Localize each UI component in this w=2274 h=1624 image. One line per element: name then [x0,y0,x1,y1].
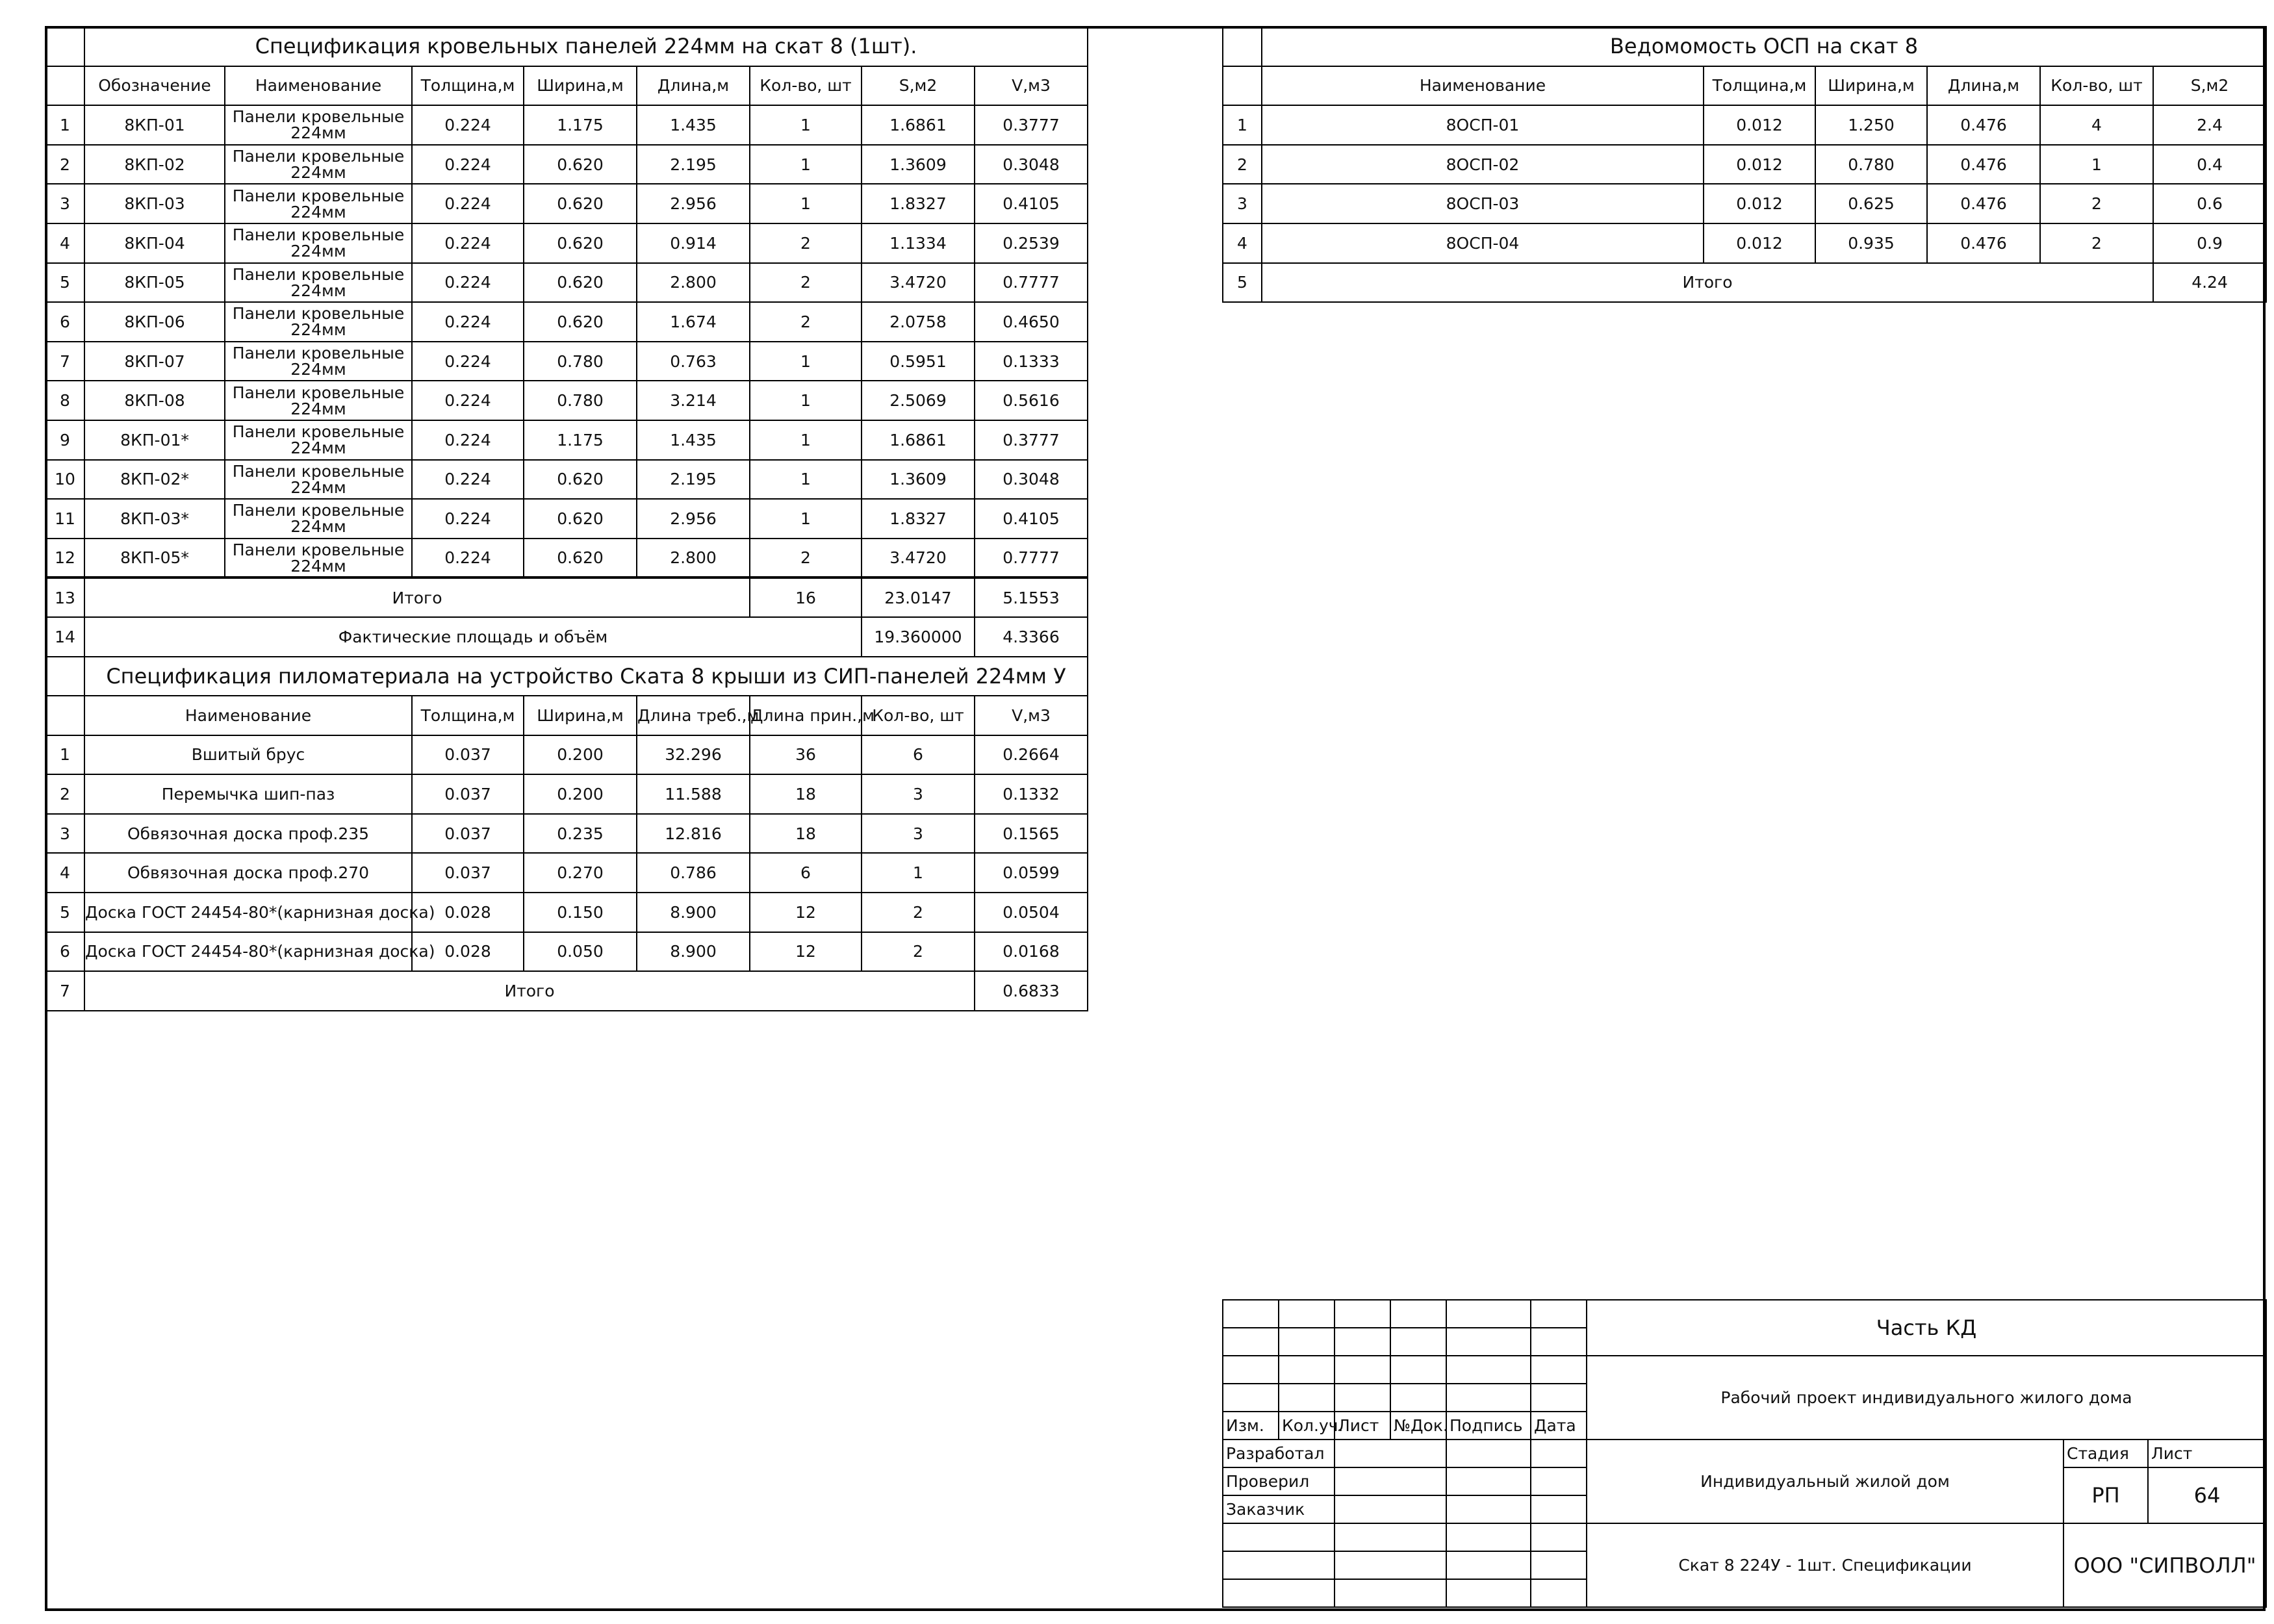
table-cell: 1 [862,853,975,893]
table-row [45,105,1088,145]
table-cell: 1 [750,499,862,539]
table-cell: 0.914 [637,223,750,263]
osb-table [1222,26,2267,303]
table-cell: 2 [1223,145,1262,184]
table-row [45,932,1088,972]
table-cell: 0.780 [524,342,637,381]
col-header: Ширина,м [524,66,637,106]
table-cell: 3.4720 [862,263,975,303]
table-cell: 1 [45,105,84,145]
table-cell: 0.200 [524,735,637,775]
table-cell: 2 [45,145,84,184]
sheet-label: Лист [2148,1440,2266,1467]
panels-header-row [45,66,1088,106]
table-cell: Панели кровельные 224мм [225,342,412,381]
table-cell: 6 [45,302,84,342]
table-cell: Панели кровельные 224мм [225,263,412,303]
table-cell: Вшитый брус [84,735,412,775]
table-cell: 12.816 [637,814,750,854]
table-cell: Обвязочная доска проф.235 [84,814,412,854]
table-cell: Доска ГОСТ 24454-80*(карнизная доска) [84,893,412,932]
table-cell: 8КП-03* [84,499,225,539]
table-cell: 2 [862,932,975,972]
table-cell: 8.900 [637,893,750,932]
table-row [45,263,1088,303]
table-cell: 6 [45,932,84,972]
table-cell: Панели кровельные 224мм [225,420,412,460]
table-cell: 2 [862,893,975,932]
panels-title: Спецификация кровельных панелей 224мм на скат 8 (1шт). [84,27,1088,66]
table-cell: 12 [750,893,862,932]
table-row [45,774,1088,814]
table-cell: 0.1565 [975,814,1088,854]
table-cell: 1 [750,184,862,223]
table-cell: 0.935 [1815,223,1927,263]
table-cell: Панели кровельные 224мм [225,460,412,500]
table-cell: 3 [862,814,975,854]
table-row [45,420,1088,460]
osb-total-row: 5 Итого 4.24 [1223,263,2266,303]
table-cell: 1.175 [524,420,637,460]
table-row [45,302,1088,342]
table-cell: 3 [45,184,84,223]
table-cell: 1.6861 [862,420,975,460]
table-cell: 18 [750,814,862,854]
table-cell: 4 [45,853,84,893]
table-row [45,814,1088,854]
panels-actual-row: 14 Фактические площадь и объём 19.360000 4.3366 [45,617,1088,657]
table-cell: 1 [45,735,84,775]
table-cell: 2 [45,774,84,814]
table-cell: 11 [45,499,84,539]
col-header: Наименование [225,66,412,106]
table-cell: Доска ГОСТ 24454-80*(карнизная доска) [84,932,412,972]
table-cell: 8КП-01 [84,105,225,145]
table-cell: 0.012 [1704,184,1815,223]
table-cell: 2 [750,539,862,578]
role-checker: Проверил [1223,1467,1335,1495]
sheet-title: Скат 8 224У - 1шт. Спецификации [1587,1523,2063,1607]
table-cell: Панели кровельные 224мм [225,302,412,342]
table-cell: 0.224 [412,263,524,303]
table-cell: 2.195 [637,460,750,500]
table-cell: 1.6861 [862,105,975,145]
table-cell: 36 [750,735,862,775]
table-cell: 1 [750,420,862,460]
table-cell: 0.763 [637,342,750,381]
table-cell: 5 [45,893,84,932]
table-cell: 3 [862,774,975,814]
table-cell: 8ОСП-04 [1262,223,1704,263]
stage-label: Стадия [2063,1440,2148,1467]
panels-total-row: 13 Итого 16 23.0147 5.1553 [45,577,1088,617]
title-block [1222,1299,2267,1608]
table-cell: 0.224 [412,460,524,500]
table-cell: 6 [862,735,975,775]
table-cell: 1 [750,145,862,184]
table-cell: 1 [750,460,862,500]
lumber-total-row: 7 Итого 0.6833 [45,971,1088,1011]
table-cell: 3 [45,814,84,854]
table-cell: Панели кровельные 224мм [225,184,412,223]
sheet-value: 64 [2148,1467,2266,1523]
table-cell: 0.3048 [975,460,1088,500]
table-cell: Панели кровельные 224мм [225,499,412,539]
table-cell: 0.7777 [975,263,1088,303]
table-cell: 0.012 [1704,145,1815,184]
table-cell: 8КП-07 [84,342,225,381]
table-cell: 2.195 [637,145,750,184]
table-cell: 8КП-02 [84,145,225,184]
table-cell: 0.200 [524,774,637,814]
table-cell: 12 [750,932,862,972]
actual-label: Фактические площадь и объём [84,617,862,657]
table-cell: 0.224 [412,145,524,184]
table-cell: 1 [750,381,862,420]
col-header: Кол-во, шт [862,696,975,735]
col-header: S,м2 [2153,66,2266,106]
col-header: Кол-во, шт [2040,66,2153,106]
table-row [45,735,1088,775]
table-cell: 0.3777 [975,105,1088,145]
table-cell: 0.7777 [975,539,1088,578]
table-cell: 0.037 [412,735,524,775]
table-cell: 0.9 [2153,223,2266,263]
table-row [45,381,1088,420]
col-header: V,м3 [975,66,1088,106]
table-cell: 0.0168 [975,932,1088,972]
table-cell: 2 [750,263,862,303]
table-cell: 0.224 [412,420,524,460]
table-cell: 0.2664 [975,735,1088,775]
table-row [1223,145,2266,184]
table-cell: 0.620 [524,184,637,223]
table-cell: 1 [750,105,862,145]
lumber-header-row [45,696,1088,735]
table-cell: 3.4720 [862,539,975,578]
table-cell: 0.224 [412,499,524,539]
col-header [1223,66,1262,106]
col-header: Обозначение [84,66,225,106]
table-cell: 0.037 [412,814,524,854]
table-cell: 0.1333 [975,342,1088,381]
table-cell: 2.956 [637,184,750,223]
lumber-title: Спецификация пиломатериала на устройство Ската 8 крыши из СИП-панелей 224мм У [84,657,1088,696]
col-header: S,м2 [862,66,975,106]
table-row [45,499,1088,539]
table-cell: 2.5069 [862,381,975,420]
table-cell: 0.4 [2153,145,2266,184]
table-cell: Панели кровельные 224мм [225,539,412,578]
table-cell: 6 [750,853,862,893]
table-cell: 0.012 [1704,223,1815,263]
table-cell: 0.012 [1704,105,1815,145]
table-row [45,145,1088,184]
table-cell: 1.8327 [862,499,975,539]
table-cell: 8КП-05 [84,263,225,303]
table-cell: 9 [45,420,84,460]
role-developer: Разработал [1223,1440,1335,1467]
table-cell: 1.3609 [862,460,975,500]
table-cell: 0.270 [524,853,637,893]
table-cell: 1.1334 [862,223,975,263]
table-cell: 0.4650 [975,302,1088,342]
table-cell: 1.250 [1815,105,1927,145]
table-cell: 4 [2040,105,2153,145]
table-cell: Панели кровельные 224мм [225,105,412,145]
stamp-header-row: Изм. Кол.уч. Лист №Док. Подпись Дата [1223,1412,2266,1440]
table-cell: 8КП-03 [84,184,225,223]
col-header: Толщина,м [1704,66,1815,106]
table-cell: 0.224 [412,381,524,420]
table-cell: 1.435 [637,105,750,145]
table-cell: 0.028 [412,893,524,932]
table-cell: Панели кровельные 224мм [225,381,412,420]
role-customer: Заказчик [1223,1495,1335,1523]
table-cell: 8КП-08 [84,381,225,420]
table-cell: 0.3777 [975,420,1088,460]
table-cell: 1.8327 [862,184,975,223]
col-header [45,696,84,735]
table-cell: 0.620 [524,499,637,539]
table-cell: 1.175 [524,105,637,145]
table-cell: 0.476 [1927,223,2040,263]
table-cell: 8ОСП-01 [1262,105,1704,145]
table-row [45,853,1088,893]
table-cell: 1.674 [637,302,750,342]
table-cell: 2 [2040,184,2153,223]
col-header: Наименование [84,696,412,735]
table-cell: 0.150 [524,893,637,932]
col-header: V,м3 [975,696,1088,735]
table-cell: 2.956 [637,499,750,539]
col-header: Длина,м [1927,66,2040,106]
table-cell: 0.037 [412,774,524,814]
table-cell: 3.214 [637,381,750,420]
col-header: Длина прин.,м [750,696,862,735]
table-cell: 0.4105 [975,184,1088,223]
col-header: Ширина,м [1815,66,1927,106]
table-cell: 0.037 [412,853,524,893]
total-label: Итого [84,971,975,1011]
table-cell: 0.620 [524,263,637,303]
table-row [45,342,1088,381]
table-cell: 4 [1223,223,1262,263]
table-cell: 0.780 [524,381,637,420]
table-cell: Панели кровельные 224мм [225,145,412,184]
table-cell: 3 [1223,184,1262,223]
table-cell: 0.1332 [975,774,1088,814]
table-cell: 8 [45,381,84,420]
table-cell: 1 [750,342,862,381]
table-cell: 0.224 [412,539,524,578]
table-cell: 0.476 [1927,105,2040,145]
table-cell: Перемычка шип-паз [84,774,412,814]
table-cell: 2.800 [637,539,750,578]
table-cell: 32.296 [637,735,750,775]
table-cell: Обвязочная доска проф.270 [84,853,412,893]
table-row [1223,184,2266,223]
table-cell: 2 [750,223,862,263]
part-label: Часть КД [1587,1300,2266,1356]
stage-value: РП [2063,1467,2148,1523]
table-cell: 0.224 [412,302,524,342]
table-row [45,223,1088,263]
total-label: Итого [84,577,750,617]
col-header: Наименование [1262,66,1704,106]
osb-header-row [1223,66,2266,106]
table-cell: 0.5616 [975,381,1088,420]
col-header [45,66,84,106]
col-header: Ширина,м [524,696,637,735]
total-label: Итого [1262,263,2153,303]
table-cell: 8КП-02* [84,460,225,500]
project-name: Рабочий проект индивидуального жилого дома [1587,1356,2266,1440]
table-cell: 0.620 [524,223,637,263]
table-cell: 2.800 [637,263,750,303]
table-row [1223,223,2266,263]
table-cell: 18 [750,774,862,814]
table-row [45,539,1088,578]
table-cell: 0.786 [637,853,750,893]
table-cell: 1 [2040,145,2153,184]
table-cell: 0.476 [1927,145,2040,184]
table-cell: 0.3048 [975,145,1088,184]
table-cell: 7 [45,342,84,381]
table-cell: 2.0758 [862,302,975,342]
table-cell: 0.620 [524,460,637,500]
panels-spec-table [45,26,1088,1011]
table-cell: 8КП-01* [84,420,225,460]
table-cell: 8КП-06 [84,302,225,342]
table-cell: 0.5951 [862,342,975,381]
table-cell: 8ОСП-02 [1262,145,1704,184]
table-row [45,460,1088,500]
table-cell: 12 [45,539,84,578]
company-name: ООО "СИПВОЛЛ" [2063,1523,2266,1607]
table-cell: 4 [45,223,84,263]
table-cell: Панели кровельные 224мм [225,223,412,263]
col-header: Длина треб.,м [637,696,750,735]
table-cell: 5 [45,263,84,303]
table-cell: 0.620 [524,302,637,342]
col-header: Кол-во, шт [750,66,862,106]
table-cell: 0.6 [2153,184,2266,223]
table-cell: 11.588 [637,774,750,814]
table-cell: 0.235 [524,814,637,854]
table-cell: 0.620 [524,539,637,578]
table-cell: 2.4 [2153,105,2266,145]
table-row [45,184,1088,223]
table-cell: 2 [2040,223,2153,263]
table-cell: 0.050 [524,932,637,972]
table-cell: 1 [1223,105,1262,145]
col-header: Толщина,м [412,66,524,106]
table-cell: 8.900 [637,932,750,972]
table-cell: 8КП-05* [84,539,225,578]
table-cell: 10 [45,460,84,500]
table-cell: 0.4105 [975,499,1088,539]
table-cell: 0.625 [1815,184,1927,223]
table-row [45,893,1088,932]
table-cell: 0.620 [524,145,637,184]
object-name: Индивидуальный жилой дом [1587,1440,2063,1523]
table-cell: 0.476 [1927,184,2040,223]
table-cell: 0.0504 [975,893,1088,932]
col-header: Длина,м [637,66,750,106]
table-cell: 0.028 [412,932,524,972]
table-cell: 8КП-04 [84,223,225,263]
table-cell: 0.2539 [975,223,1088,263]
table-cell: 1.435 [637,420,750,460]
table-cell: 1.3609 [862,145,975,184]
table-cell: 0.224 [412,184,524,223]
osb-title: Ведомомость ОСП на скат 8 [1262,27,2266,66]
table-cell: 8ОСП-03 [1262,184,1704,223]
table-cell: 0.780 [1815,145,1927,184]
table-cell: 0.224 [412,223,524,263]
table-cell: 2 [750,302,862,342]
col-header: Толщина,м [412,696,524,735]
table-cell: 0.224 [412,342,524,381]
table-cell: 0.0599 [975,853,1088,893]
table-row [1223,105,2266,145]
table-cell: 0.224 [412,105,524,145]
